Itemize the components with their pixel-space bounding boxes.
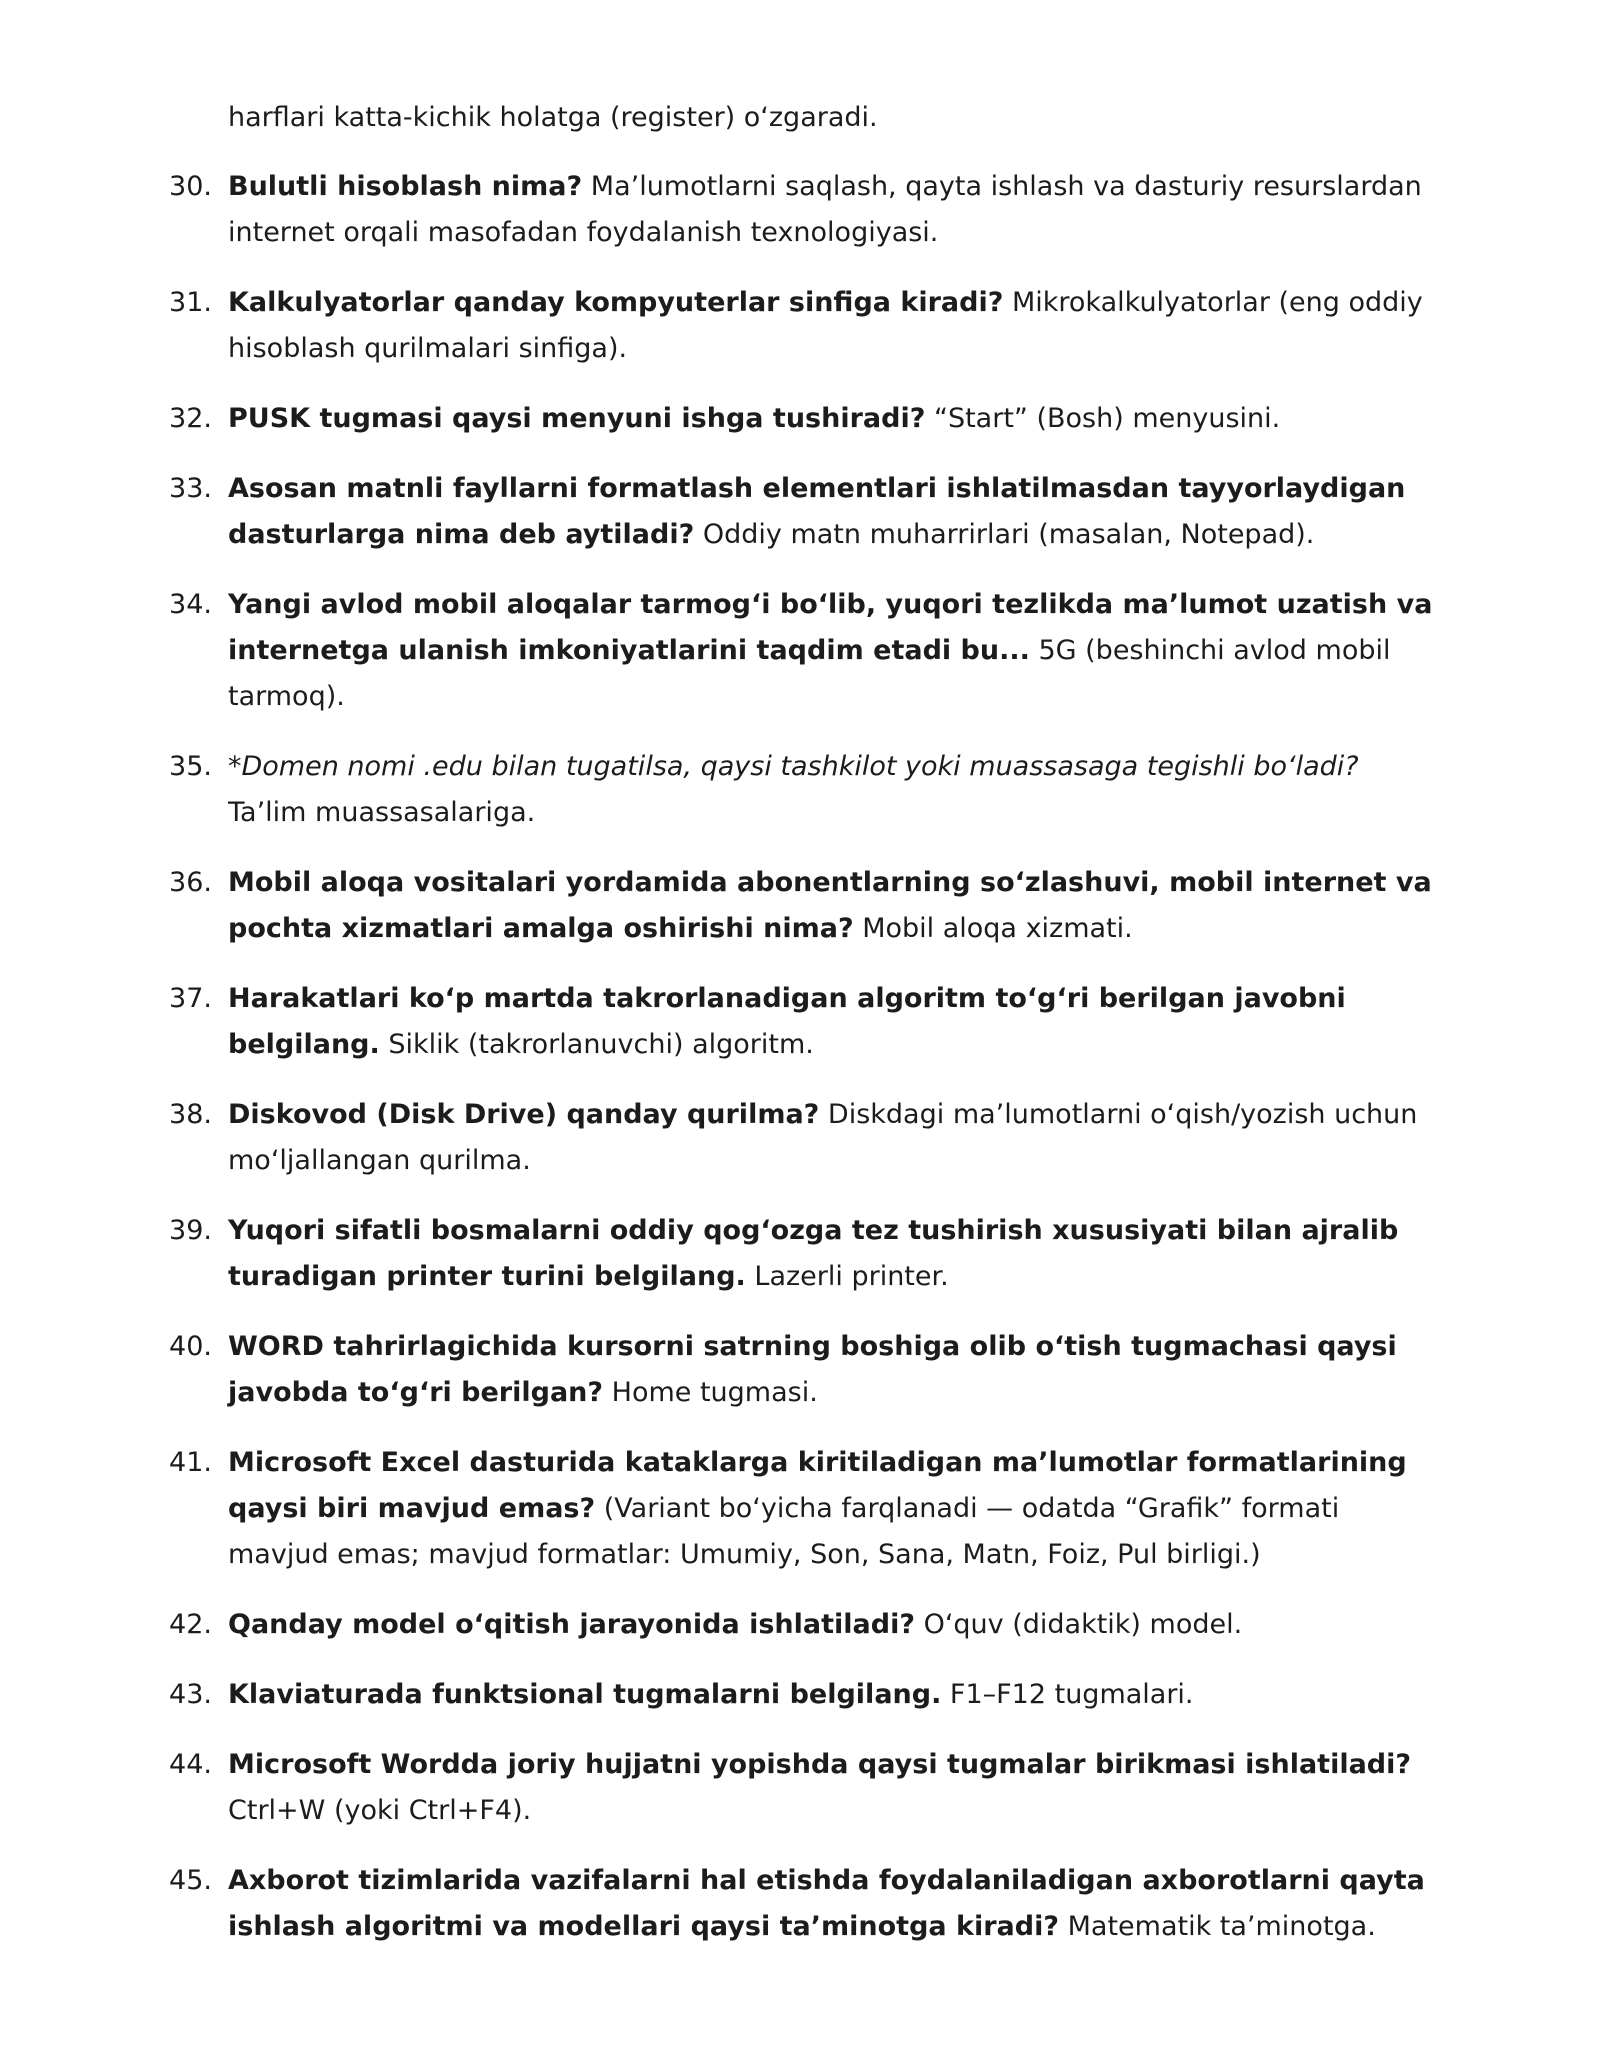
question-text: Asosan matnli fayllarni formatlash elementlari ishlatilmasdan tayyorlaydigan dasturlarga nima deb aytiladi? (228, 473, 1406, 550)
list-item (0, 164, 1448, 256)
answer-text: O‘quv (didaktik) model. (914, 1609, 1243, 1640)
list-item (0, 280, 1448, 372)
answer-text: “Start” (Bosh) menyusini. (925, 403, 1281, 434)
answer-text: (Variant bo‘yicha farqlanadi — odatda “Grafik” formati mavjud emas; mavjud formatlar: Umumiy, Son, Sana, Matn, Foiz, Pul birligi.) (228, 1493, 1340, 1570)
list-item (0, 1324, 1448, 1416)
item-number: 41. (169, 1447, 212, 1478)
list-item (0, 1208, 1448, 1300)
answer-text: 5G (beshinchi avlod mobil tarmoq). (228, 635, 1391, 712)
question-text: Yuqori sifatli bosmalarni oddiy qog‘ozga tez tushirish xususiyati bilan ajralib turadigan printer turini belgilang. (228, 1215, 1399, 1292)
answer-text: F1–F12 tugmalari. (941, 1679, 1194, 1710)
item-number: 36. (169, 867, 212, 898)
list-item (0, 396, 1448, 442)
answer-text: Mikrokalkulyatorlar (eng oddiy hisoblash qurilmalari sinfiga). (228, 287, 1423, 364)
question-text: WORD tahrirlagichida kursorni satrning boshiga olib o‘tish tugmachasi qaysi javobda to‘g‘ri berilgan? (228, 1331, 1397, 1408)
list-item (0, 860, 1448, 952)
item-number: 42. (169, 1609, 212, 1640)
answer-text: Oddiy matn muharrirlari (masalan, Notepad). (694, 519, 1315, 550)
question-text: Microsoft Excel dasturida kataklarga kiritiladigan ma’lumotlar formatlarining qaysi biri mavjud emas? (228, 1447, 1407, 1524)
list-item (0, 466, 1448, 558)
answer-text: Lazerli printer. (745, 1261, 949, 1292)
question-text: *Domen nomi .edu bilan tugatilsa, qaysi tashkilot yoki muassasaga tegishli bo‘ladi? (228, 751, 1359, 782)
item-number: 30. (169, 171, 212, 202)
list-item (0, 1858, 1448, 1950)
answer-text: Home tugmasi. (603, 1377, 818, 1408)
list-item (0, 1602, 1448, 1648)
answer-text: Siklik (takrorlanuvchi) algoritm. (379, 1029, 814, 1060)
question-text: Mobil aloqa vositalari yordamida abonentlarning so‘zlashuvi, mobil internet va pochta xizmatlari amalga oshirishi nima? (228, 867, 1432, 944)
question-text: Qanday model o‘qitish jarayonida ishlatiladi? (228, 1609, 915, 1640)
answer-text: Matematik ta’minotga. (1059, 1911, 1376, 1942)
answer-text: Ma’lumotlarni saqlash, qayta ishlash va dasturiy resurslardan internet orqali masofadan foydalanish texnologiyasi. (228, 171, 1422, 248)
answer-text: Ctrl+W (yoki Ctrl+F4). (228, 1795, 532, 1826)
question-text: Kalkulyatorlar qanday kompyuterlar sinfiga kiradi? (228, 287, 1004, 318)
list-item (0, 1092, 1448, 1184)
question-text: PUSK tugmasi qaysi menyuni ishga tushiradi? (228, 403, 926, 434)
item-number: 32. (169, 403, 212, 434)
list-item (0, 1742, 1448, 1834)
item-number: 40. (169, 1331, 212, 1362)
item-number: 35. (169, 751, 212, 782)
question-list (0, 164, 1600, 1974)
item-number: 39. (169, 1215, 212, 1246)
answer-text: Ta’lim muassasalariga. (228, 797, 536, 828)
item-number: 43. (169, 1679, 212, 1710)
list-item (0, 1672, 1448, 1718)
continuation-text: harflari katta-kichik holatga (register) o‘zgaradi. (228, 102, 878, 133)
item-number: 44. (169, 1749, 212, 1780)
item-number: 37. (169, 983, 212, 1014)
item-number: 31. (169, 287, 212, 318)
question-text: Microsoft Wordda joriy hujjatni yopishda qaysi tugmalar birikmasi ishlatiladi? (228, 1749, 1412, 1780)
list-item (0, 582, 1448, 720)
item-number: 38. (169, 1099, 212, 1130)
question-text: Axborot tizimlarida vazifalarni hal etishda foydalaniladigan axborotlarni qayta ishlash algoritmi va modellari qaysi ta’minotga kiradi? (228, 1865, 1425, 1942)
answer-text: Diskdagi ma’lumotlarni o‘qish/yozish uchun mo‘ljallangan qurilma. (228, 1099, 1418, 1176)
list-item (0, 1440, 1448, 1578)
item-number: 45. (169, 1865, 212, 1896)
item-number: 33. (169, 473, 212, 504)
question-text: Klaviaturada funktsional tugmalarni belgilang. (228, 1679, 942, 1710)
list-item (0, 744, 1448, 836)
question-text: Bulutli hisoblash nima? (228, 171, 583, 202)
question-text: Harakatlari ko‘p martda takrorlanadigan algoritm to‘g‘ri berilgan javobni belgilang. (228, 983, 1346, 1060)
item-number: 34. (169, 589, 212, 620)
list-item (0, 976, 1448, 1068)
question-text: Yangi avlod mobil aloqalar tarmog‘i bo‘lib, yuqori tezlikda ma’lumot uzatish va internetga ulanish imkoniyatlarini taqdim etadi bu... (228, 589, 1433, 666)
answer-text: Mobil aloqa xizmati. (853, 913, 1133, 944)
question-text: Diskovod (Disk Drive) qanday qurilma? (228, 1099, 820, 1130)
